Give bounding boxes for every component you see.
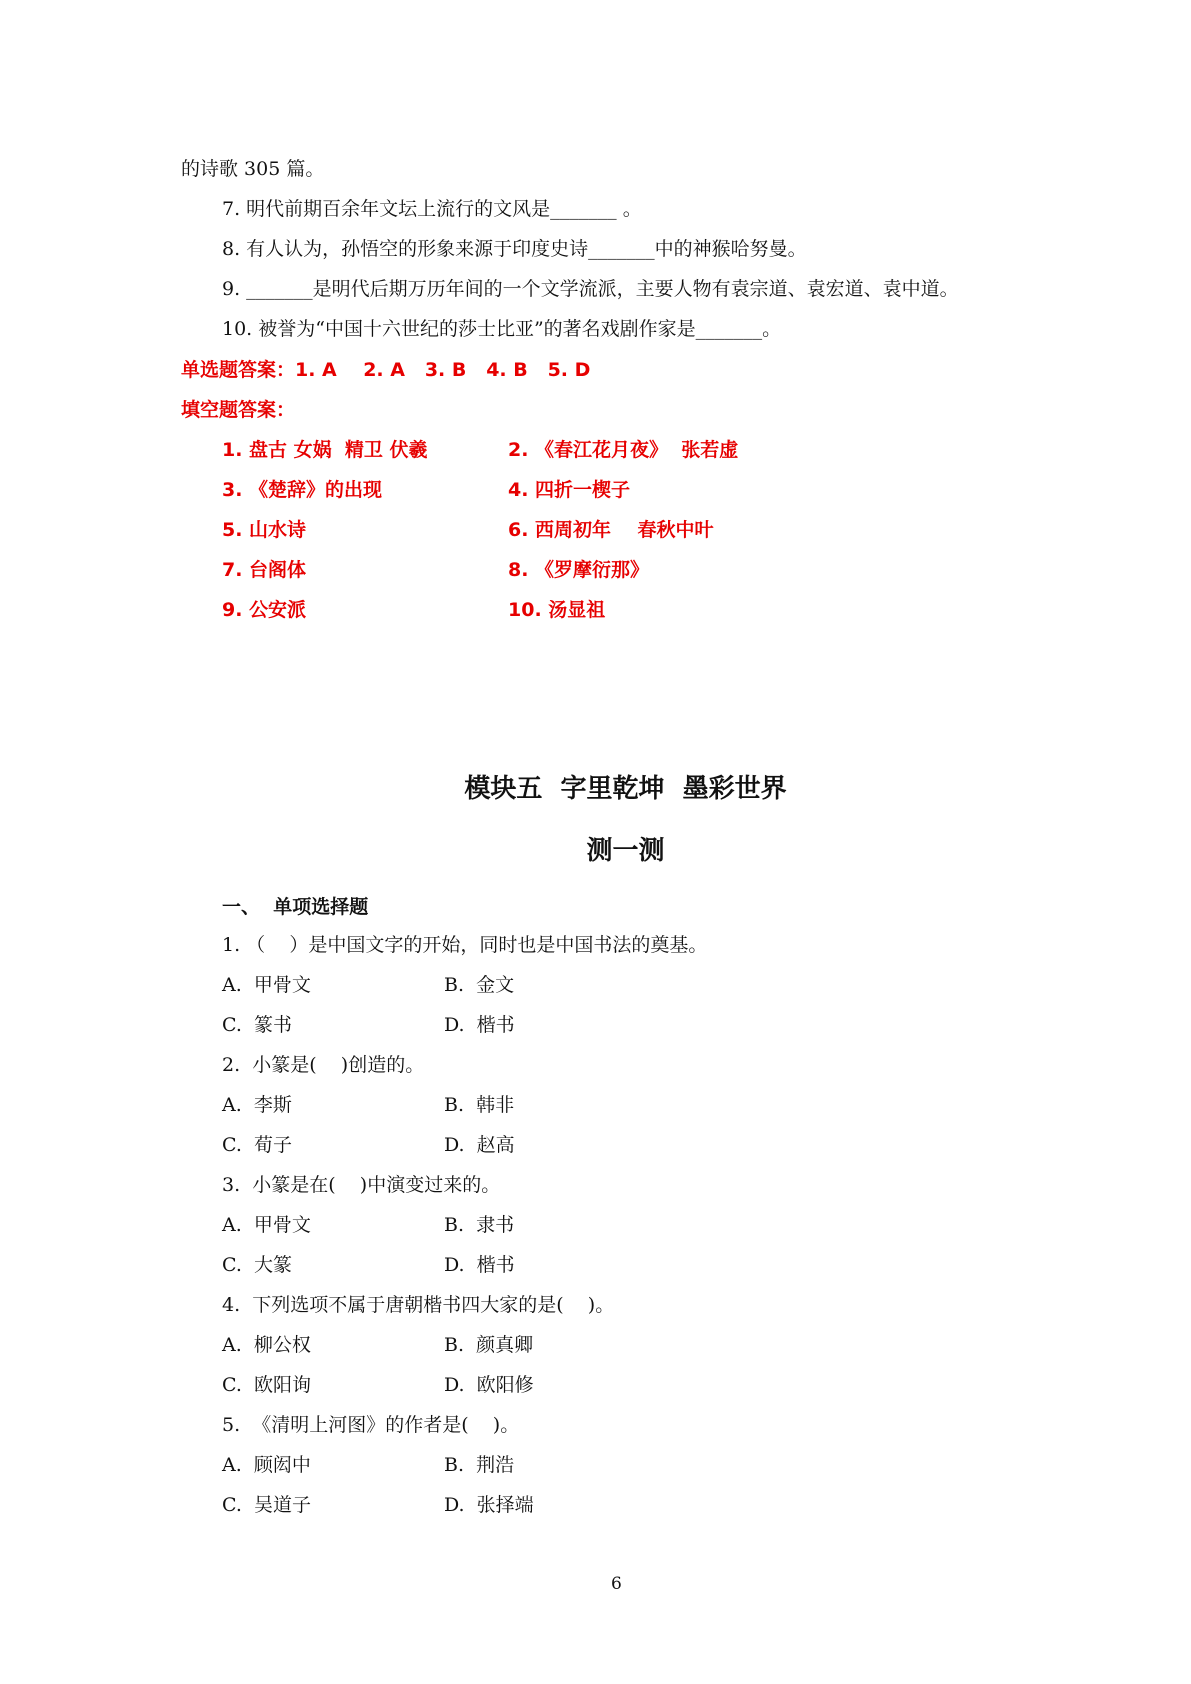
- question-3-option-a: A. 甲骨文: [222, 1214, 311, 1236]
- question-1-option-c: C. 篆书: [222, 1014, 292, 1036]
- fill-question-7: 7. 明代前期百余年文坛上流行的文风是_______ 。: [222, 198, 642, 220]
- fill-answer-5: 5. 山水诗: [222, 519, 307, 541]
- question-3-stem: 3. 小篆是在( )中演变过来的。: [222, 1174, 501, 1196]
- question-1-option-d: D. 楷书: [444, 1014, 515, 1036]
- continuation-text: 的诗歌 305 篇。: [181, 158, 325, 180]
- question-2-option-c: C. 荀子: [222, 1134, 292, 1156]
- question-3-option-b: B. 隶书: [444, 1214, 515, 1236]
- fill-answer-8: 8. 《罗摩衍那》: [508, 559, 650, 581]
- question-4-option-b: B. 颜真卿: [444, 1334, 534, 1356]
- question-5-stem: 5. 《清明上河图》的作者是( )。: [222, 1414, 520, 1436]
- fill-answer-1: 1. 盘古 女娲 精卫 伏羲: [222, 439, 428, 461]
- fill-answers-label: 填空题答案：: [181, 399, 296, 421]
- fill-question-9: 9. _______是明代后期万历年间的一个文学流派，主要人物有袁宗道、袁宏道、袁中道。: [222, 278, 959, 300]
- question-5-option-d: D. 张择端: [444, 1494, 534, 1516]
- question-1-option-a: A. 甲骨文: [222, 974, 311, 996]
- question-2-stem: 2. 小篆是( )创造的。: [222, 1054, 425, 1076]
- fill-answer-9: 9. 公安派: [222, 599, 307, 621]
- question-2-option-b: B. 韩非: [444, 1094, 515, 1116]
- question-5-option-b: B. 荆浩: [444, 1454, 515, 1476]
- question-2-option-a: A. 李斯: [222, 1094, 292, 1116]
- fill-question-10: 10. 被誉为“中国十六世纪的莎士比亚”的著名戏剧作家是_______。: [222, 318, 782, 340]
- module-subtitle: 测一测: [586, 836, 665, 866]
- question-3-option-d: D. 楷书: [444, 1254, 515, 1276]
- single-choice-answers: 单选题答案：1. A 2. A 3. B 4. B 5. D: [181, 359, 591, 381]
- question-1-stem: 1. （ ）是中国文字的开始，同时也是中国书法的奠基。: [222, 934, 708, 956]
- fill-question-8: 8. 有人认为，孙悟空的形象来源于印度史诗_______中的神猴哈努曼。: [222, 238, 807, 260]
- question-4-option-d: D. 欧阳修: [444, 1374, 534, 1396]
- question-1-option-b: B. 金文: [444, 974, 515, 996]
- module-title: 模块五 字里乾坤 墨彩世界: [464, 774, 787, 804]
- page-number: 6: [611, 1574, 622, 1594]
- section-heading: 一、 单项选择题: [222, 896, 369, 918]
- question-5-option-a: A. 顾闳中: [222, 1454, 311, 1476]
- question-2-option-d: D. 赵高: [444, 1134, 515, 1156]
- question-4-option-a: A. 柳公权: [222, 1334, 311, 1356]
- question-3-option-c: C. 大篆: [222, 1254, 292, 1276]
- fill-answer-2: 2. 《春江花月夜》 张若虚: [508, 439, 739, 461]
- fill-answer-3: 3. 《楚辞》的出现: [222, 479, 383, 501]
- fill-answer-7: 7. 台阁体: [222, 559, 307, 581]
- fill-answer-10: 10. 汤显祖: [508, 599, 606, 621]
- fill-answer-6: 6. 西周初年 春秋中叶: [508, 519, 714, 541]
- question-4-option-c: C. 欧阳询: [222, 1374, 311, 1396]
- fill-answer-4: 4. 四折一楔子: [508, 479, 631, 501]
- question-5-option-c: C. 吴道子: [222, 1494, 311, 1516]
- question-4-stem: 4. 下列选项不属于唐朝楷书四大家的是( )。: [222, 1294, 615, 1316]
